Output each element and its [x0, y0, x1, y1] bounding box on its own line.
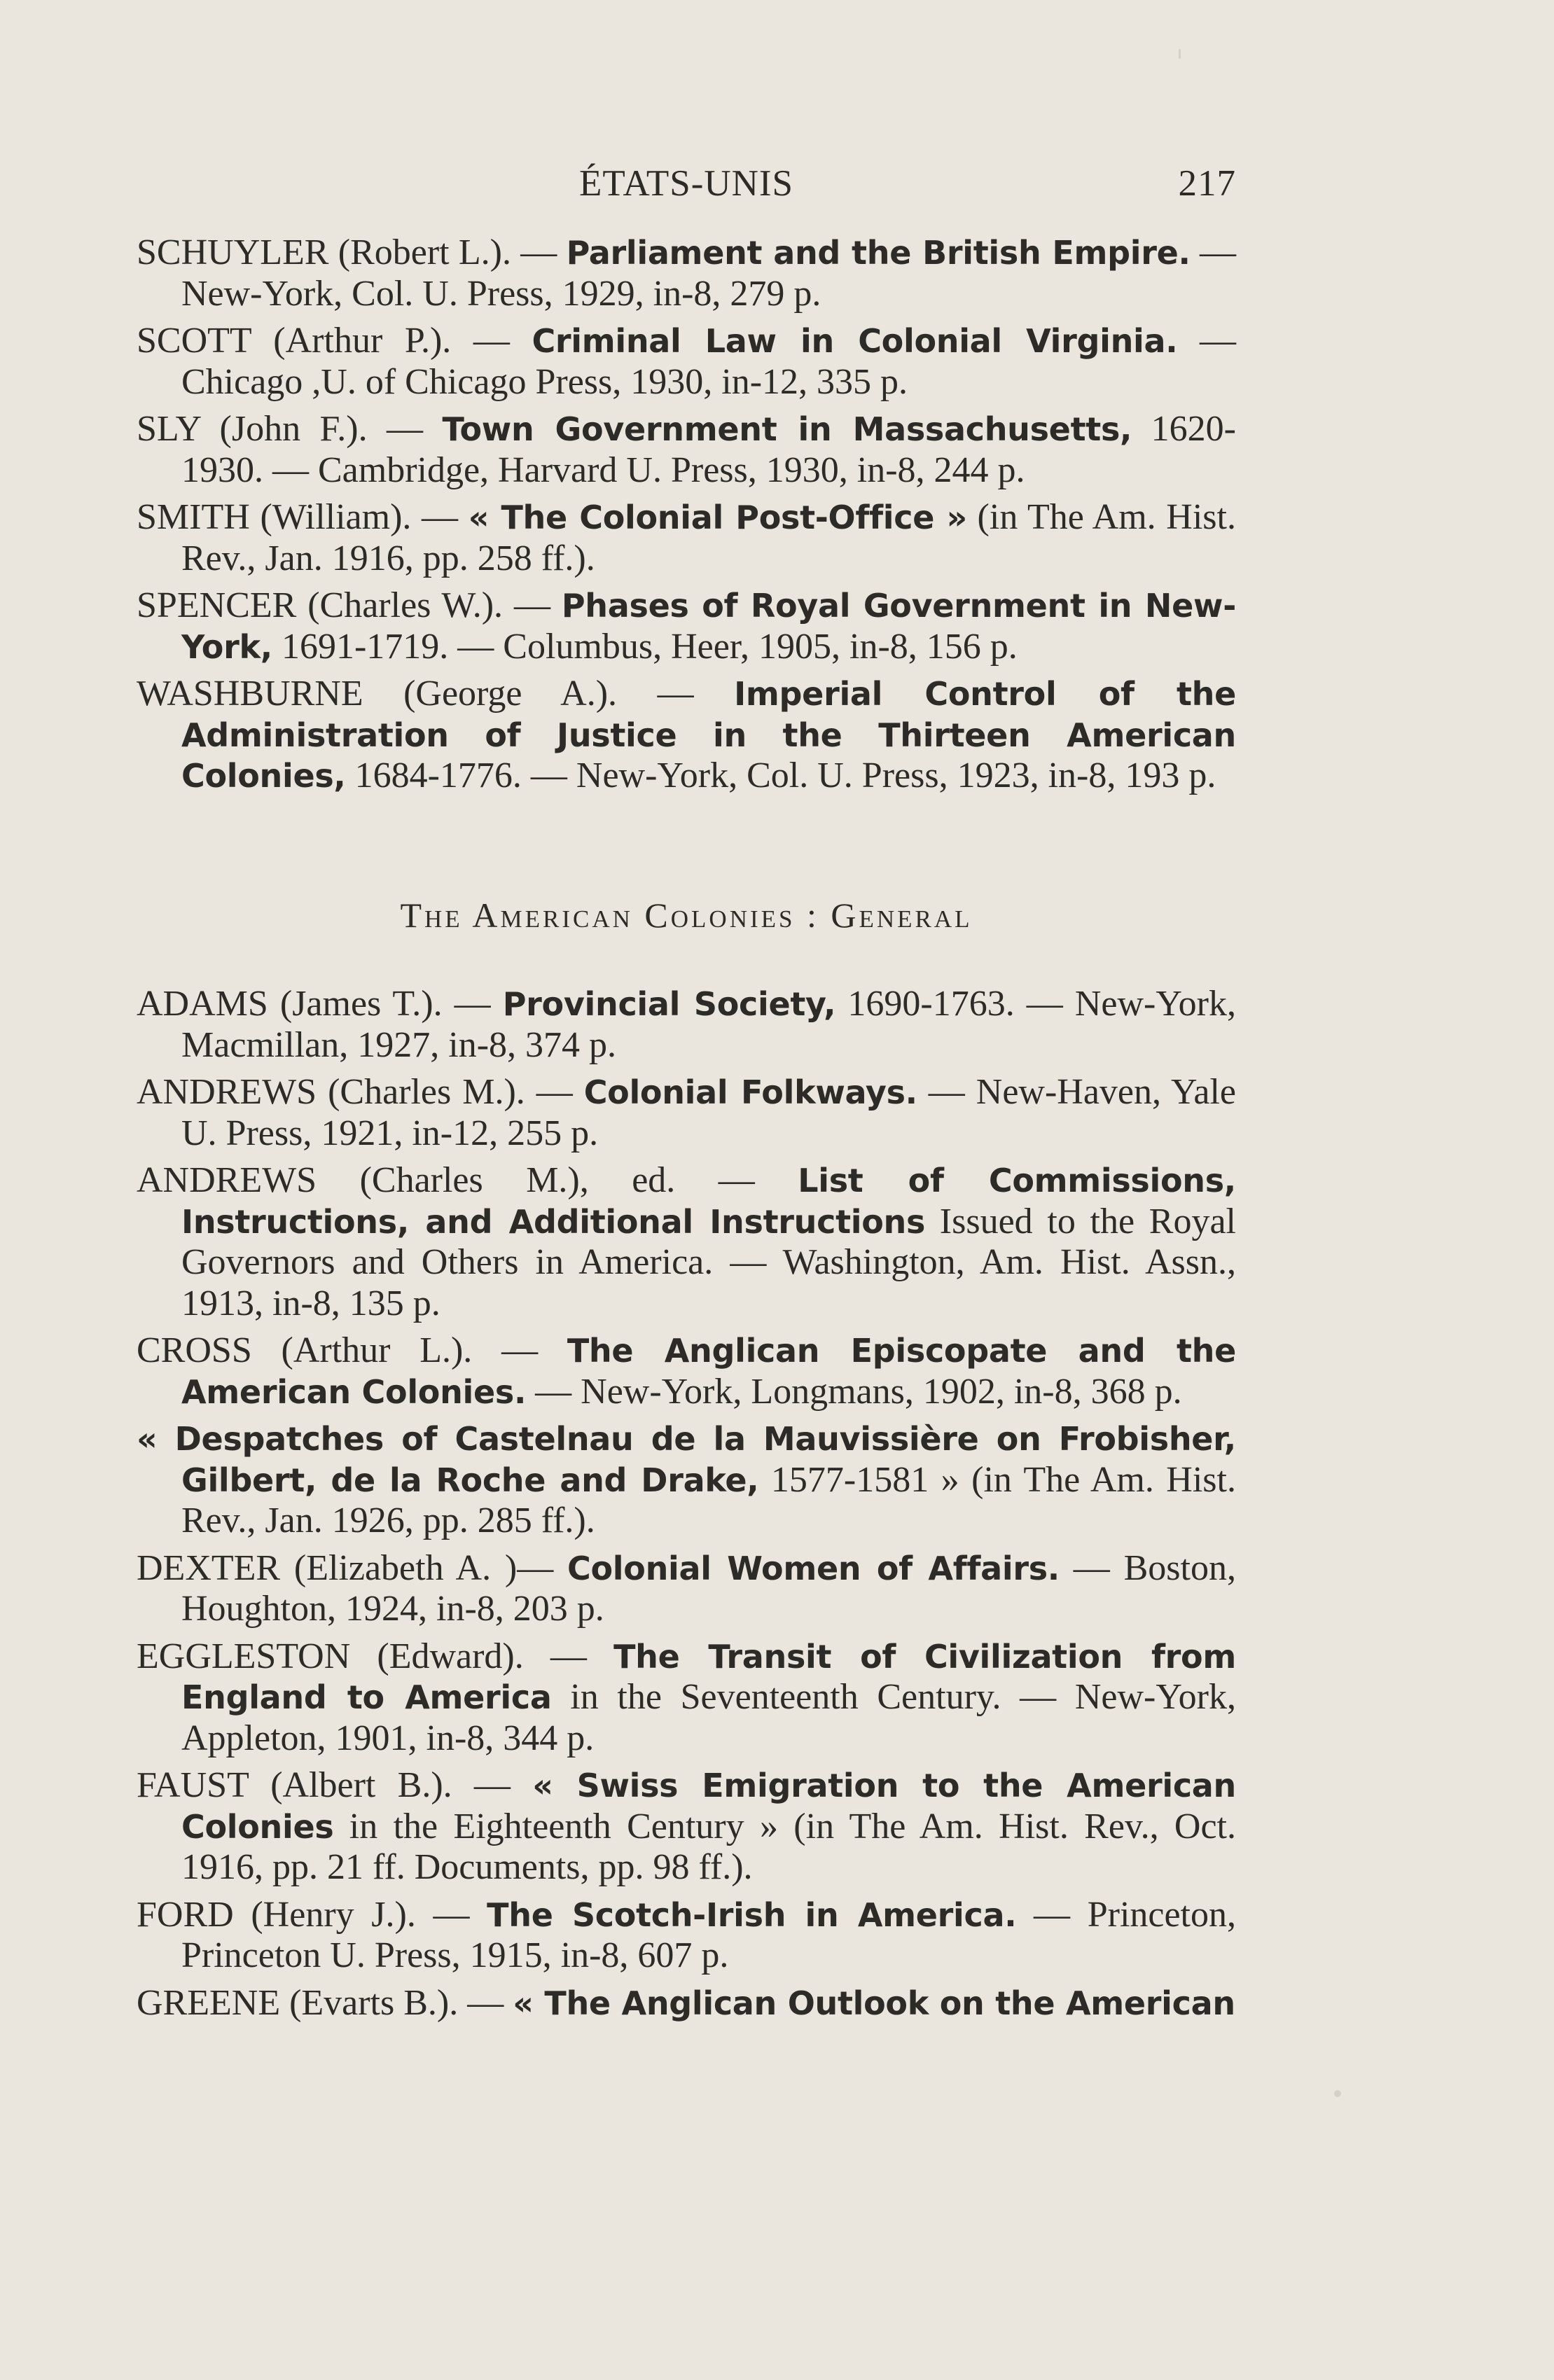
bibliography-entry [137, 585, 1236, 667]
bibliography-entry [137, 497, 1236, 579]
entry-title: Colonial Women of Affairs. [567, 1549, 1060, 1587]
entry-author: EGGLESTON (Edward). — [137, 1636, 614, 1676]
entry-details: 1577-1581 » (in The Am. Hist. Rev., Jan. 1926, pp. 285 ff.). [181, 1459, 1236, 1540]
bibliography-entry [137, 1636, 1236, 1760]
entry-title: « Swiss Emigration to the American Colonies [181, 1767, 1236, 1846]
entry-author: ANDREWS (Charles M.), ed. — [137, 1160, 798, 1200]
page-number: 217 [1178, 163, 1236, 204]
entry-details: — Princeton, Princeton U. Press, 1915, in-8, 607 p. [181, 1894, 1236, 1975]
bibliography-entry [137, 674, 1236, 797]
bibliography-entry [137, 1765, 1236, 1888]
bibliography-entry [137, 1419, 1236, 1542]
entry-author: ANDREWS (Charles M.). — [137, 1072, 584, 1112]
entry-title: Colonial Folkways. [583, 1073, 917, 1111]
running-head [137, 162, 1236, 211]
entry-title: Provincial Society, [502, 985, 836, 1023]
entry-details: — New-Haven, Yale U. Press, 1921, in-12, 255 p. [181, 1072, 1236, 1153]
bibliography-top [137, 232, 1236, 803]
entry-title: The Transit of Civilization from England to America [181, 1637, 1236, 1716]
entry-author: GREENE (Evarts B.). — [137, 1982, 513, 2023]
entry-author: FORD (Henry J.). — [137, 1894, 487, 1935]
bibliography-entry [137, 1895, 1236, 1977]
bibliography-entry [137, 984, 1236, 1066]
bibliography-entry [137, 1072, 1236, 1154]
entry-details: 1691-1719. — Columbus, Heer, 1905, in-8, 156 p. [272, 626, 1018, 667]
bibliography-entry [137, 409, 1236, 491]
bibliography-entry [137, 1983, 1236, 2024]
entry-title: Phases of Royal Government in New-York, [181, 587, 1236, 666]
entry-title: Parliament and the British Empire. [566, 234, 1191, 272]
paper-speck [1179, 49, 1181, 59]
entry-title: « The Anglican Outlook on the American [513, 1984, 1235, 2022]
section-heading: The American Colonies : General [400, 896, 973, 935]
bibliography-entry [137, 1548, 1236, 1630]
bibliography-entry [137, 321, 1236, 403]
entry-title: « Despatches of Castelnau de la Mauvissière on Frobisher, Gilbert, de la Roche and Drake, [137, 1420, 1236, 1499]
entry-title: Criminal Law in Colonial Virginia. [532, 322, 1178, 360]
entry-title: « The Colonial Post-Office » [468, 499, 967, 536]
entry-title: List of Commissions, Instructions, and Additional Instructions [181, 1162, 1236, 1241]
entry-details: in the Seventeenth Century. — New-York, Appleton, 1901, in-8, 344 p. [181, 1677, 1236, 1758]
entry-author: SCOTT (Arthur P.). — [137, 321, 532, 361]
entry-author: SMITH (William). — [137, 497, 469, 537]
bibliography-entry [137, 232, 1236, 314]
entry-details: — New-York, Col. U. Press, 1929, in-8, 279 p. [181, 232, 1237, 314]
entry-title: The Scotch-Irish in America. [487, 1895, 1017, 1934]
running-title: ÉTATS-UNIS [578, 163, 794, 204]
bibliography-entry [137, 1330, 1236, 1412]
entry-details: — Boston, Houghton, 1924, in-8, 203 p. [181, 1547, 1236, 1629]
entry-details: 1620-1930. — Cambridge, Harvard U. Press, 1930, in-8, 244 p. [181, 409, 1236, 490]
entry-details: in the Eighteenth Century » (in The Am. Hist. Rev., Oct. 1916, pp. 21 ff. Documents, pp. 98 ff.). [181, 1806, 1236, 1887]
entry-details: (in The Am. Hist. Rev., Jan. 1916, pp. 258 ff.). [181, 497, 1236, 578]
entry-details: — New-York, Longmans, 1902, in-8, 368 p. [526, 1371, 1182, 1412]
entry-title: Imperial Control of the Administration of Justice in the Thirteen American Colonies, [181, 675, 1236, 795]
entry-title: The Anglican Episcopate and the American Colonies. [181, 1332, 1236, 1411]
entry-author: SPENCER (Charles W.). — [137, 585, 562, 625]
entry-details: 1684-1776. — New-York, Col. U. Press, 1923, in-8, 193 p. [345, 756, 1216, 795]
entry-author: ADAMS (James T.). — [137, 984, 503, 1024]
entry-title: Town Government in Massachusetts, [442, 410, 1132, 448]
entry-details: 1690-1763. — New-York, Macmillan, 1927, in-8, 374 p. [181, 984, 1236, 1065]
entry-author: FAUST (Albert B.). — [137, 1765, 533, 1805]
entry-author: DEXTER (Elizabeth A. )— [137, 1547, 568, 1588]
entry-author: SLY (John F.). — [137, 409, 443, 449]
entry-author: CROSS (Arthur L.). — [137, 1330, 567, 1370]
bibliography-entry [137, 1160, 1236, 1324]
entry-author: SCHUYLER (Robert L.). — [137, 232, 567, 272]
entry-author: WASHBURNE (George A.). — [137, 674, 735, 714]
paper-speck [1334, 2090, 1341, 2097]
bibliography-bottom [137, 984, 1236, 2030]
entry-details: Issued to the Royal Governors and Others in America. — Washington, Am. Hist. Assn., 1913, in-8, 135 p. [181, 1201, 1236, 1323]
entry-details: — Chicago ,U. of Chicago Press, 1930, in-12, 335 p. [181, 321, 1237, 402]
